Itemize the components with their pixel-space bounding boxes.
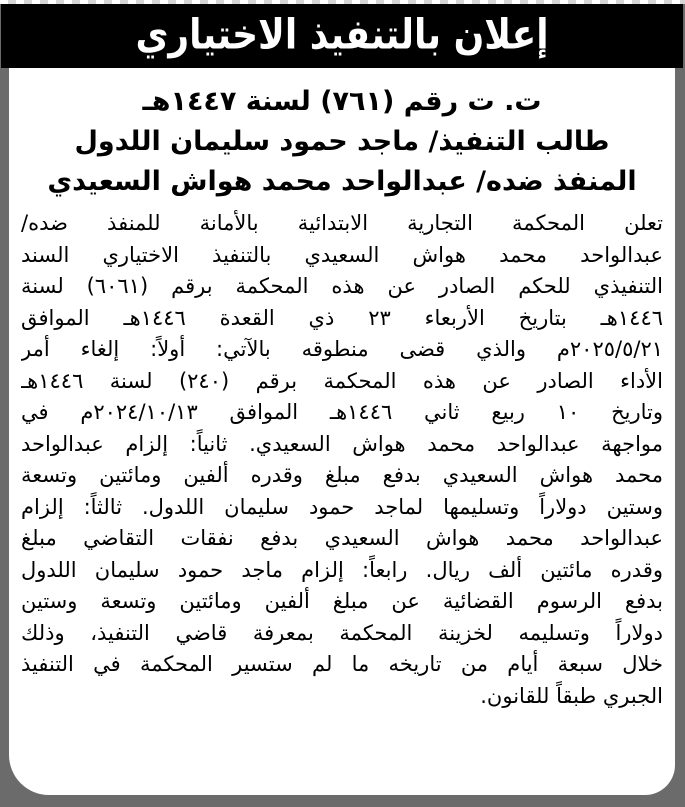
body-line: تعلن المحكمة التجارية الابتدائية بالأمانة للمنفذ ضده/ bbox=[21, 211, 663, 235]
body-line: وقدره مائتين ألف ريال. رابعاً: إلزام ماجد حمود سليمان اللدول bbox=[21, 557, 663, 582]
body-line: ٢٠٢٥/٥/٢١م والذي قضى منطوقه بالآتي: أولاً: إلغاء أمر bbox=[21, 337, 663, 361]
notice-body-card bbox=[9, 68, 675, 795]
body-line: وتاريخ ١٠ ربيع ثاني ١٤٤٦هـ الموافق ٢٠٢٤/١٠/١٣م في bbox=[21, 400, 663, 424]
body-line: بدفع الرسوم القضائية عن مبلغ ألفين ومائتين وتسعة وستين bbox=[21, 589, 663, 613]
body-line: خلال سبعة أيام من تاريخه ما لم ستسير المحكمة في التنفيذ bbox=[21, 652, 663, 676]
body-line: الجبري طبقاً للقانون. bbox=[480, 683, 663, 708]
notice-title: إعلان بالتنفيذ الاختياري bbox=[135, 11, 549, 59]
execution-requester-heading: طالب التنفيذ/ ماجد حمود سليمان اللدول bbox=[74, 126, 610, 157]
notice-headings bbox=[21, 82, 663, 202]
frame-border bbox=[1, 68, 9, 807]
notice-title-bar bbox=[1, 4, 683, 68]
case-number-heading: ت. ت رقم (٧٦١) لسنة ١٤٤٧هـ bbox=[142, 86, 542, 117]
body-line: عبدالواحد محمد هواش السعيدي بدفع نفقات التقاضي مبلغ bbox=[21, 526, 663, 550]
body-line: ١٤٤٦هـ بتاريخ الأربعاء ٢٣ ذي القعدة ١٤٤٦هـ الموافق bbox=[21, 305, 663, 330]
body-line: التنفيذي للحكم الصادر عن هذه المحكمة برقم (٦٠٦١) لسنة bbox=[21, 274, 663, 298]
body-line: مواجهة عبدالواحد محمد هواش السعيدي. ثانياً: إلزام عبدالواحد bbox=[21, 431, 663, 456]
body-line: محمد هواش السعيدي بدفع مبلغ وقدره ألفين ومائتين وتسعة bbox=[21, 463, 663, 487]
body-line: وستين دولاراً وتسليمها لماجد حمود سليمان اللدول. ثالثاً: إلزام bbox=[21, 494, 663, 519]
executed-against-heading: المنفذ ضده/ عبدالواحد محمد هواش السعيدي bbox=[47, 166, 637, 197]
body-line: الأداء الصادر عن هذه المحكمة برقم (٢٤٠) لسنة ١٤٤٦هـ bbox=[21, 368, 663, 393]
body-line: عبدالواحد محمد هواش السعيدي بالتنفيذ الاختياري السند bbox=[21, 242, 663, 267]
body-line: دولاراً وتسليمه لخزينة المحكمة بمعرفة قاضي التنفيذ، وذلك bbox=[21, 620, 663, 645]
notice-body-text bbox=[21, 208, 663, 712]
